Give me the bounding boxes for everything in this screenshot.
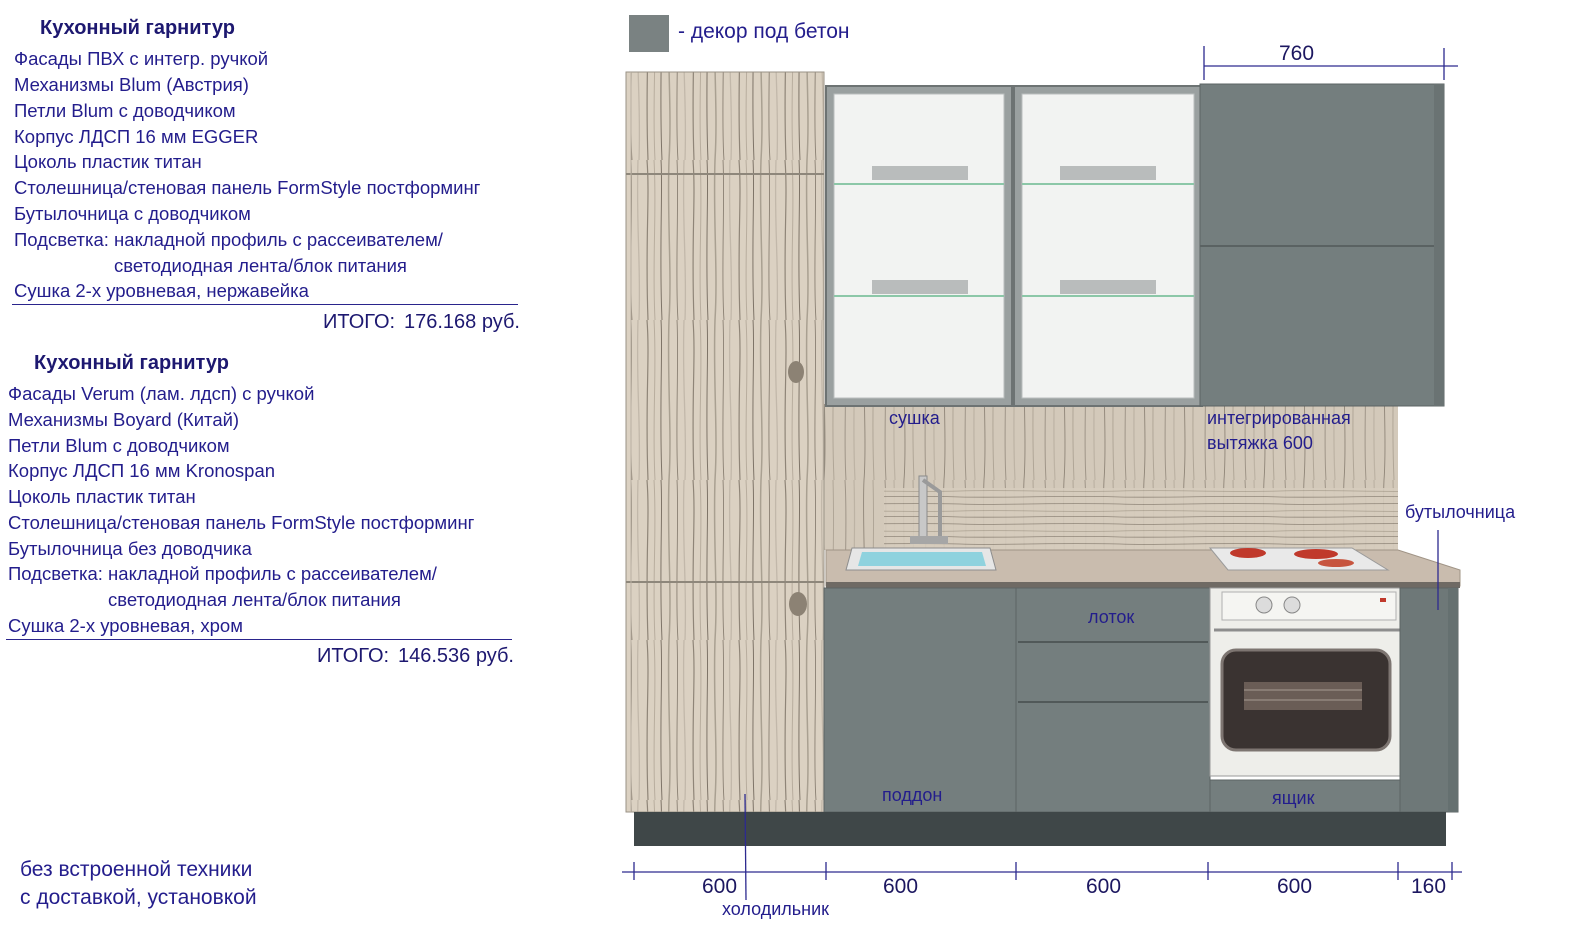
spec-1-item: Столешница/стеновая панель FormStyle постформинг	[14, 177, 481, 198]
label-tray: лоток	[1088, 607, 1135, 627]
label-hood: вытяжка 600	[1207, 433, 1313, 453]
spec-1-item: Механизмы Blum (Австрия)	[14, 74, 249, 95]
spec-1-item: Фасады ПВХ с интегр. ручкой	[14, 48, 269, 69]
footer-note-line: с доставкой, установкой	[20, 886, 257, 909]
upper-glass-cabinet-left	[826, 86, 1012, 406]
spec-1-total-label: ИТОГО:	[323, 311, 396, 333]
dimension-bottom-value: 600	[883, 875, 919, 898]
spec-2-total-value: 146.536 руб.	[398, 645, 514, 667]
fridge-column	[626, 72, 824, 812]
spec-2-title: Кухонный гарнитур	[34, 352, 229, 374]
spec-1-title: Кухонный гарнитур	[40, 17, 235, 39]
legend-text: - декор под бетон	[678, 20, 850, 43]
footer-note-line: без встроенной техники	[20, 858, 253, 881]
backsplash-lower	[884, 488, 1398, 550]
lower-cabinet-sink	[824, 588, 1016, 812]
spec-1-item: Петли Blum с доводчиком	[14, 100, 236, 121]
spec-2-item: Фасады Verum (лам. лдсп) с ручкой	[8, 383, 315, 404]
spec-2-item: Сушка 2-х уровневая, хром	[8, 615, 243, 636]
dimension-top-value: 760	[1279, 42, 1315, 65]
upper-hood-cabinet	[1200, 84, 1444, 406]
sink	[846, 548, 996, 570]
label-pan: поддон	[882, 785, 943, 805]
bottle-rack-cabinet	[1400, 588, 1458, 812]
spec-2-item: Бутылочница без доводчика	[8, 538, 252, 559]
label-dryer: сушка	[889, 408, 940, 428]
dimension-bottom-value: 600	[1277, 875, 1313, 898]
label-bottle-rack: бутылочница	[1405, 502, 1516, 522]
dimension-bottom-value: 160	[1411, 875, 1447, 898]
dimension-bottom-value: 600	[702, 875, 738, 898]
spec-1-total-value: 176.168 руб.	[404, 311, 520, 333]
dimension-bottom	[622, 862, 1462, 880]
spec-2-item: Подсветка: накладной профиль с рассеивателем/	[8, 563, 437, 584]
spec-1-item: Сушка 2-х уровневая, нержавейка	[14, 280, 309, 301]
spec-1-item: Корпус ЛДСП 16 мм EGGER	[14, 126, 259, 147]
plinth	[634, 812, 1446, 846]
spec-1-item: светодиодная лента/блок питания	[114, 255, 407, 276]
spec-2-item: Столешница/стеновая панель FormStyle постформинг	[8, 512, 475, 533]
spec-2-item: Корпус ЛДСП 16 мм Kronospan	[8, 460, 276, 481]
spec-1-item: Цоколь пластик титан	[14, 151, 202, 172]
dimension-top	[1204, 46, 1458, 80]
spec-2-item: Петли Blum с доводчиком	[8, 435, 230, 456]
label-hood: интегрированная	[1207, 408, 1351, 428]
oven	[1210, 588, 1404, 776]
spec-2-item: светодиодная лента/блок питания	[108, 589, 401, 610]
dimension-bottom-value: 600	[1086, 875, 1122, 898]
spec-1-item: Подсветка: накладной профиль с рассеивателем/	[14, 229, 443, 250]
spec-2-item: Цоколь пластик титан	[8, 486, 196, 507]
spec-1-item: Бутылочница с доводчиком	[14, 203, 251, 224]
spec-2-item: Механизмы Boyard (Китай)	[8, 409, 240, 430]
spec-2-total-label: ИТОГО:	[317, 645, 390, 667]
label-drawer: ящик	[1272, 788, 1315, 808]
label-fridge: холодильник	[722, 899, 830, 919]
upper-glass-cabinet-right	[1014, 86, 1202, 406]
